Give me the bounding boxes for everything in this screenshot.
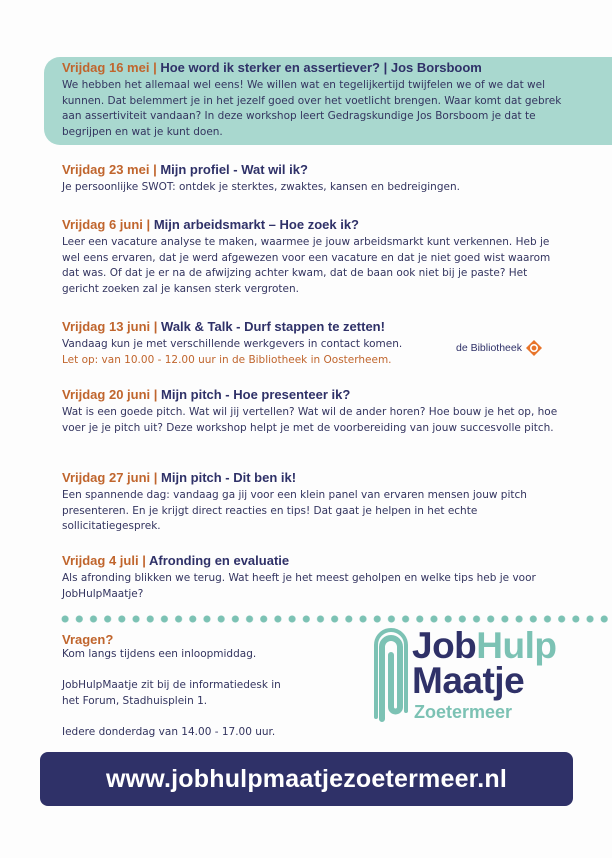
logo-job: Job [412,625,477,666]
questions-line [62,663,362,679]
session-heading [62,162,562,178]
session-description: Als afronding blikken we terug. Wat heeft je het meest geholpen en welke tips heb je voor JobHulpMaatje? [62,572,536,600]
logo-city: Zoetermeer [414,702,513,722]
session-heading [62,470,562,486]
session-23-mei [62,162,562,196]
separator: | [153,387,158,402]
session-description: Een spannende dag: vandaag ga jij voor een klein panel van ervaren mensen jouw pitch presenteren. En je krijgt direct reacties en tips! Dat gaat je helpen in het echte sollicitatiegesprek. [62,489,527,533]
session-heading [62,387,562,403]
questions-line: het Forum, Stadhuisplein 1. [62,694,208,707]
session-description: Leer een vacature analyse te maken, waarmee je jouw arbeidsmarkt kunt verkennen. Heb je wel eens ervaren, dat je werd afgewezen voor een vacature en dat je niet goed wist waarom dat was. Of dat je er na de afwijzing achter kwam, dat de baan ook niet bij je paste? Het gericht zoeken zal je kansen sterk vergroten. [62,236,551,295]
session-description: Wat is een goede pitch. Wat wil jij vertellen? Wat wil de ander horen? Hoe bouw je het op, hoe voer je je pitch uit? Deze workshop helpt je met de voorbereiding van jouw succesvolle pitch. [62,406,558,434]
bibliotheek-logo [456,340,542,356]
logo-wordmark [412,627,556,721]
logo-hulp: Hulp [476,625,557,666]
questions-block [62,632,362,741]
session-date: Vrijdag 4 juli [62,553,139,568]
dotted-divider [58,614,612,624]
location-note: Let op: van 10.00 - 12.00 uur in de Bibliotheek in Oosterheem. [62,353,392,366]
session-6-juni [62,217,562,297]
separator: | [153,470,158,485]
session-title: Mijn profiel - Wat wil ik? [160,162,308,177]
session-title: Mijn pitch - Dit ben ik! [161,470,297,485]
jobhulpmaatje-logo [372,627,562,727]
session-heading [62,553,562,569]
session-16-mei [62,60,562,140]
session-4-juli [62,553,562,602]
session-date: Vrijdag 23 mei [62,162,150,177]
session-heading [62,60,562,76]
bibliotheek-icon [526,340,542,356]
session-heading [62,319,562,335]
session-title: Hoe word ik sterker en assertiever? | Jos Borsboom [160,60,482,75]
questions-title: Vragen? [62,632,114,647]
session-27-juni [62,470,562,535]
session-title: Walk & Talk - Durf stappen te zetten! [161,319,385,334]
paperclip-icon [372,627,410,725]
session-date: Vrijdag 27 juni [62,470,151,485]
separator: | [146,217,151,232]
bibliotheek-label: de Bibliotheek [456,342,522,354]
questions-line [62,709,362,725]
website-banner[interactable] [40,752,573,806]
questions-line: Iedere donderdag van 14.00 - 17.00 uur. [62,725,276,738]
session-title: Afronding en evaluatie [148,553,290,568]
session-title: Mijn pitch - Hoe presenteer ik? [161,387,351,402]
separator: | [153,162,157,177]
separator: | [142,553,146,568]
session-date: Vrijdag 16 mei [62,60,150,75]
separator: | [153,60,157,75]
session-description: Vandaag kun je met verschillende werkgevers in contact komen. [62,338,403,350]
separator: | [153,319,158,334]
session-title: Mijn arbeidsmarkt – Hoe zoek ik? [153,217,359,232]
session-date: Vrijdag 6 juni [62,217,143,232]
questions-line: JobHulpMaatje zit bij de informatiedesk in [62,679,281,692]
session-20-juni [62,387,562,436]
logo-maatje: Maatje [412,660,525,701]
session-heading [62,217,562,233]
session-description: We hebben het allemaal wel eens! We willen wat en tegelijkertijd twijfelen we of we dat wel kunnen. Dat belemmert je in het jezelf goed over het voetlicht brengen. Waar komt dat gebrek aan assertiviteit vandaan? In deze workshop leert Gedragskundige Jos Borsboom je dat te begrijpen en wat je kunt doen. [62,79,562,138]
questions-line: Kom langs tijdens een inloopmiddag. [62,648,257,660]
session-date: Vrijdag 20 juni [62,387,151,402]
session-description: Je persoonlijke SWOT: ontdek je sterktes, zwaktes, kansen en bedreigingen. [62,181,460,193]
website-link[interactable]: www.jobhulpmaatjezoetermeer.nl [106,764,507,793]
session-date: Vrijdag 13 juni [62,319,151,334]
